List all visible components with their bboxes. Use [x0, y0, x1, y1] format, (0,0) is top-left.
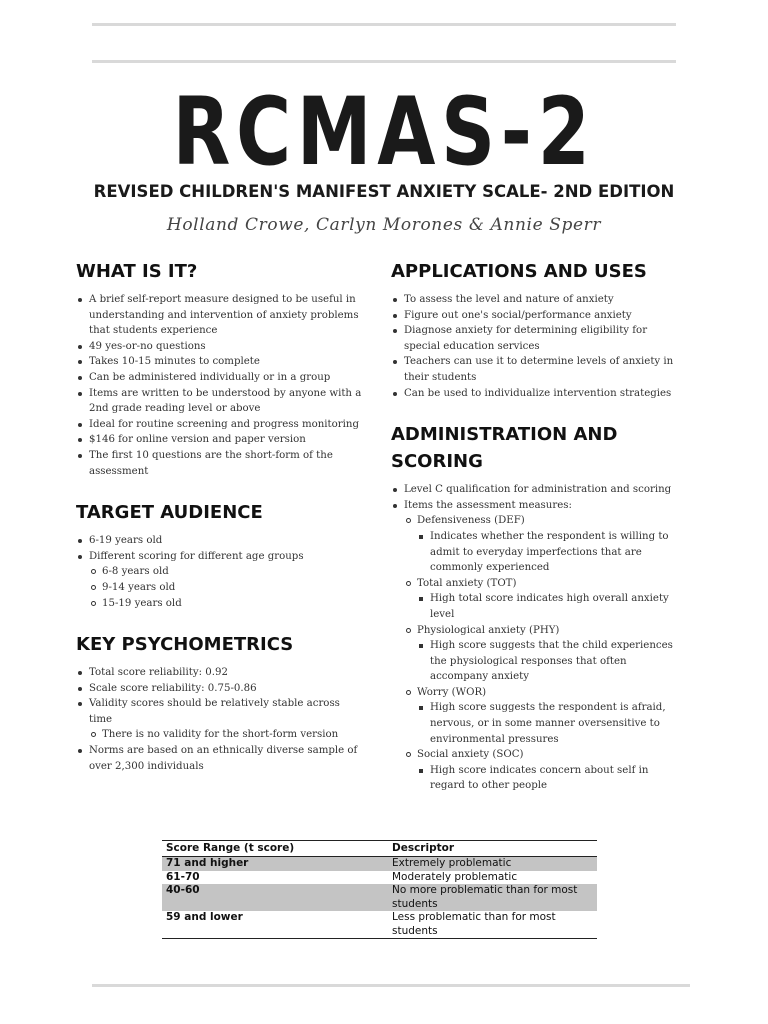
list-item: Can be used to individualize intervention strategies	[391, 386, 681, 402]
norms-list	[76, 743, 366, 774]
list-item: Different scoring for different age groups	[76, 549, 366, 565]
measure-detail-list	[417, 591, 681, 622]
list-item: Indicates whether the respondent is willing to admit to everyday imperfections that are commonly experienced	[417, 529, 681, 576]
list-item: A brief self-report measure designed to be useful in understanding and intervention of anxiety problems that students experience	[76, 292, 366, 339]
page-subtitle: REVISED CHILDREN'S MANIFEST ANXIETY SCALE- 2ND EDITION	[93, 182, 675, 201]
list-item: 9-14 years old	[89, 580, 366, 596]
right-column	[391, 258, 681, 794]
list-item: Teachers can use it to determine levels of anxiety in their students	[391, 354, 681, 385]
measures-list	[404, 623, 681, 639]
list-item: Total anxiety (TOT)	[404, 576, 681, 592]
top-rule-1	[92, 23, 676, 26]
list-item: Defensiveness (DEF)	[404, 513, 681, 529]
applications-list	[391, 292, 681, 401]
measure-detail-list	[417, 763, 681, 794]
left-column	[76, 258, 366, 774]
measure-detail-list	[417, 700, 681, 747]
list-item: Diagnose anxiety for determining eligibility for special education services	[391, 323, 681, 354]
list-item: Validity scores should be relatively stable across time	[76, 696, 366, 727]
list-item: Total score reliability: 0.92	[76, 665, 366, 681]
list-item: Ideal for routine screening and progress monitoring	[76, 417, 366, 433]
administration-list	[391, 482, 681, 513]
list-item: High score suggests the respondent is afraid, nervous, or in some manner oversensitive to environmental pressures	[417, 700, 681, 747]
measures-list	[404, 747, 681, 763]
measure-detail-list	[417, 638, 681, 685]
age-group-list	[89, 564, 366, 611]
list-item: Scale score reliability: 0.75-0.86	[76, 681, 366, 697]
table-row	[162, 857, 597, 871]
validity-sub-list	[89, 727, 366, 743]
score-range-cell: 59 and lower	[162, 911, 388, 939]
list-item: There is no validity for the short-form version	[89, 727, 366, 743]
list-item: High score indicates concern about self in regard to other people	[417, 763, 681, 794]
list-item: Norms are based on an ethnically diverse sample of over 2,300 individuals	[76, 743, 366, 774]
table-row	[162, 884, 597, 911]
header-descriptor: Descriptor	[388, 841, 597, 857]
list-item: High score suggests that the child experiences the physiological responses that often accompany anxiety	[417, 638, 681, 685]
descriptor-cell: Extremely problematic	[388, 857, 597, 871]
list-item: High total score indicates high overall anxiety level	[417, 591, 681, 622]
score-range-cell: 40-60	[162, 884, 388, 911]
measures-list	[404, 576, 681, 592]
key-psychometrics-list	[76, 665, 366, 727]
list-item: Items the assessment measures:	[391, 498, 681, 514]
applications-heading: APPLICATIONS AND USES	[391, 261, 647, 282]
descriptor-cell: No more problematic than for most students	[388, 884, 597, 911]
table-row	[162, 911, 597, 939]
measures-list	[404, 513, 681, 529]
key-psychometrics-heading: KEY PSYCHOMETRICS	[76, 634, 294, 656]
list-item: To assess the level and nature of anxiety	[391, 292, 681, 308]
what-is-it-list	[76, 292, 366, 479]
what-is-it-heading: WHAT IS IT?	[76, 261, 198, 282]
header-score-range: Score Range (t score)	[162, 841, 388, 857]
authors: Holland Crowe, Carlyn Morones & Annie Sperr	[166, 215, 602, 235]
list-item: Takes 10-15 minutes to complete	[76, 354, 366, 370]
list-item: Worry (WOR)	[404, 685, 681, 701]
list-item: $146 for online version and paper version	[76, 432, 366, 448]
top-rule-2	[92, 60, 676, 63]
list-item: The first 10 questions are the short-form of the assessment	[76, 448, 366, 479]
page-title: RCMAS-2	[172, 78, 596, 187]
list-item: Can be administered individually or in a group	[76, 370, 366, 386]
bottom-rule	[92, 984, 690, 987]
list-item: Level C qualification for administration and scoring	[391, 482, 681, 498]
score-table	[162, 840, 597, 939]
measure-detail-list	[417, 529, 681, 576]
descriptor-cell: Less problematic than for most students	[388, 911, 597, 939]
list-item: Items are written to be understood by anyone with a 2nd grade reading level or above	[76, 386, 366, 417]
measures-list	[404, 685, 681, 701]
list-item: Social anxiety (SOC)	[404, 747, 681, 763]
list-item: 6-8 years old	[89, 564, 366, 580]
administration-heading: ADMINISTRATION AND SCORING	[391, 424, 618, 473]
target-audience-heading: TARGET AUDIENCE	[76, 502, 263, 524]
list-item: 49 yes-or-no questions	[76, 339, 366, 355]
descriptor-cell: Moderately problematic	[392, 870, 518, 883]
score-range-cell: 61-70	[166, 870, 200, 883]
list-item: Figure out one's social/performance anxiety	[391, 308, 681, 324]
table-row	[162, 871, 597, 885]
score-range-cell: 71 and higher	[162, 857, 388, 871]
table-header-row	[162, 841, 597, 857]
list-item: Physiological anxiety (PHY)	[404, 623, 681, 639]
target-audience-list	[76, 533, 366, 564]
list-item: 15-19 years old	[89, 596, 366, 612]
list-item: 6-19 years old	[76, 533, 366, 549]
